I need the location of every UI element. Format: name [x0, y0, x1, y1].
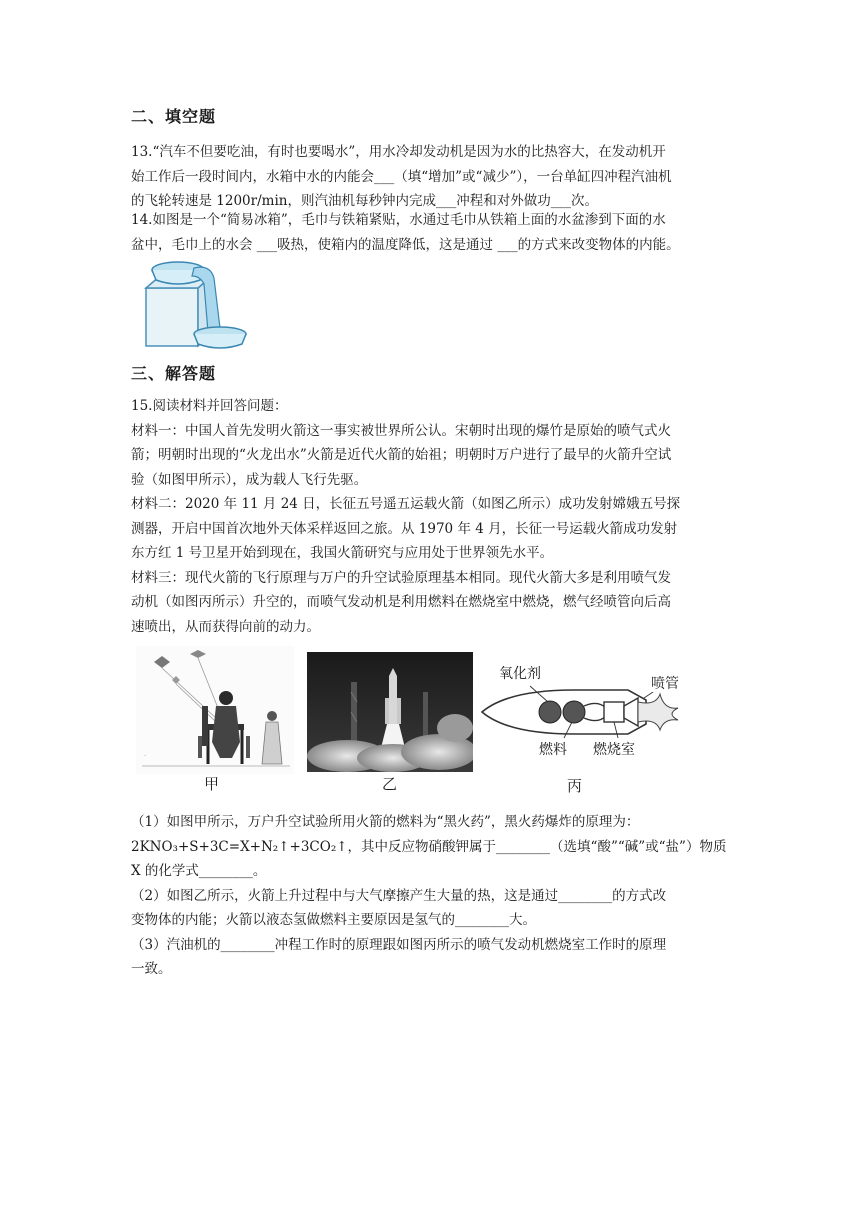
- answer-line: （2）如图乙所示，火箭上升过程中与大气摩擦产生大量的热，这是通过________的方式改: [131, 887, 667, 904]
- q14-line: 盆中，毛巾上的水会 ___吸热，使箱内的温度降低，这是通过 ___的方式来改变物体的内能。: [131, 236, 680, 253]
- figure-jia-caption: 甲: [204, 775, 220, 793]
- answer-line: 2KNO₃+S+3C=X+N₂↑+3CO₂↑，其中反应物硝酸钾属于________（选填“酸”“碱”或“盐”）物质: [131, 838, 727, 855]
- q13-line: 的飞轮转速是 1200r/min，则汽油机每秒钟内完成___冲程和对外做功___次。: [131, 193, 598, 209]
- question-15-parts: [131, 810, 741, 982]
- answer-line: 一致。: [131, 961, 172, 977]
- q15-line: 材料三：现代火箭的飞行原理与万户的升空试验原理基本相同。现代火箭大多是利用喷气发: [131, 569, 671, 586]
- question-14: [131, 208, 741, 257]
- q15-line: 材料二：2020 年 11 月 24 日，长征五号遥五运载火箭（如图乙所示）成功发射嫦娥五号探: [131, 496, 681, 512]
- section-title-answer: 三、解答题: [131, 364, 217, 383]
- q15-line: 箭；明朝时出现的“火龙出水”火箭是近代火箭的始祖；明朝时万户进行了最早的火箭升空试: [131, 447, 672, 463]
- figure-bing-caption: 丙: [567, 777, 583, 795]
- q15-line: 东方红 1 号卫星开始到现在，我国火箭研究与应用处于世界领先水平。: [131, 545, 554, 561]
- q15-line: 验（如图甲所示），成为载人飞行先驱。: [131, 471, 368, 488]
- figure-yi-launch: [307, 652, 473, 772]
- svg-text:·: ·: [144, 752, 147, 760]
- label-nozzle: 喷管: [651, 676, 679, 692]
- q15-line: 动机（如图丙所示）升空的，而喷气发动机是利用燃料在燃烧室中燃烧，燃气经喷管向后高: [131, 594, 671, 610]
- q13-line: 始工作后一段时间内，水箱中水的内能会___（填“增加”或“减少”），一台单缸四冲程汽油机: [131, 168, 672, 185]
- label-fuel: 燃料: [539, 742, 567, 758]
- section-title-fill-in: 二、填空题: [131, 107, 217, 126]
- question-13: [131, 140, 741, 214]
- q13-line: 13.“汽车不但要吃油，有时也要喝水”，用水冷却发动机是因为水的比热容大，在发动机开: [131, 144, 666, 160]
- figure-yi-caption: 乙: [382, 775, 398, 793]
- q14-line: 14.如图是一个“简易冰箱”，毛巾与铁箱紧贴，水通过毛巾从铁箱上面的水盆渗到下面的水: [131, 212, 666, 228]
- figure-jia-wanhu: [136, 646, 294, 774]
- q15-line: 材料一：中国人首先发明火箭这一事实被世界所公认。宋朝时出现的爆竹是原始的喷气式火: [131, 422, 671, 439]
- q15-line: 速喷出，从而获得向前的动力。: [131, 618, 320, 635]
- q15-line: 15.阅读材料并回答问题：: [131, 398, 288, 414]
- answer-line: （3）汽油机的________冲程工作时的原理跟如图丙所示的喷气发动机燃烧室工作时的原理: [131, 936, 667, 953]
- answer-line: X 的化学式________。: [131, 863, 267, 879]
- simple-fridge-figure: [138, 258, 250, 354]
- answer-line: 变物体的内能；火箭以液态氢做燃料主要原因是氢气的________大。: [131, 912, 536, 928]
- answer-line: （1）如图甲所示，万户升空试验所用火箭的燃料为“黑火药”，黑火药爆炸的原理为：: [131, 814, 640, 830]
- label-oxidizer: 氧化剂: [499, 666, 541, 682]
- question-15: [131, 394, 741, 639]
- q15-line: 测器，开启中国首次地外天体采样返回之旅。从 1970 年 4 月，长征一号运载火箭成功发射: [131, 520, 678, 537]
- label-combustion-chamber: 燃烧室: [593, 742, 635, 758]
